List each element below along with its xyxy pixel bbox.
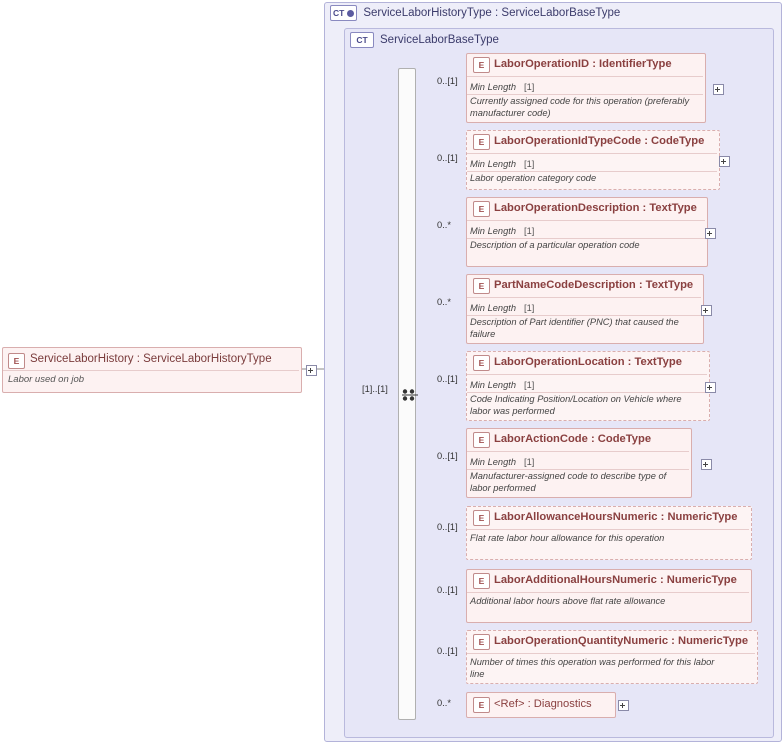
cardinality-label: 0..* (437, 297, 451, 307)
element-icon: E (8, 353, 25, 369)
divider (467, 451, 689, 452)
element-title: LaborOperationLocation : TextType (494, 356, 682, 368)
cardinality-label: 0..[1] (437, 585, 458, 595)
facet-min-length: Min Length [1] (470, 226, 535, 236)
expand-icon[interactable] (713, 84, 724, 95)
cardinality-label: 0..[1] (437, 451, 458, 461)
divider (467, 220, 705, 221)
cardinality-label: 0..* (437, 220, 451, 230)
element-title: LaborAdditionalHoursNumeric : NumericType (494, 574, 737, 586)
divider (467, 315, 701, 316)
outer-container-header (330, 5, 620, 21)
element-icon: E (473, 634, 490, 650)
element-description: Flat rate labor hour allowance for this operation (470, 533, 665, 543)
element-icon: E (473, 278, 490, 294)
facet-min-length: Min Length [1] (470, 380, 535, 390)
root-element-description: Labor used on job (8, 374, 85, 385)
expand-icon[interactable] (705, 228, 716, 239)
divider (467, 392, 707, 393)
divider (467, 469, 689, 470)
sequence-cardinality: [1]..[1] (362, 384, 388, 394)
element-icon: E (473, 57, 490, 73)
cardinality-label: 0..[1] (437, 76, 458, 86)
sequence-node-icon (400, 388, 420, 402)
facet-min-length: Min Length [1] (470, 159, 535, 169)
element-description: Number of times this operation was performed for this labor line (470, 657, 715, 679)
facet-min-length: Min Length [1] (470, 457, 535, 467)
cardinality-label: 0..[1] (437, 646, 458, 656)
element-description: Labor operation category code (470, 173, 597, 183)
element-title: LaborOperationQuantityNumeric : NumericType (494, 635, 749, 647)
element-icon: E (473, 573, 490, 589)
element-title: LaborAllowanceHoursNumeric : NumericType (494, 511, 738, 523)
element-description: Currently assigned code for this operation (preferably manufacturer code) (470, 96, 690, 118)
element-icon: E (473, 697, 490, 713)
element-icon: E (473, 355, 490, 371)
element-icon: E (473, 510, 490, 526)
divider (467, 529, 749, 530)
element-title: <Ref> : Diagnostics (494, 698, 592, 710)
expand-icon[interactable] (705, 382, 716, 393)
expand-icon[interactable] (701, 459, 712, 470)
divider (467, 592, 749, 593)
divider (467, 153, 717, 154)
complex-type-icon: CT (350, 32, 374, 48)
inner-container-header (350, 32, 499, 48)
element-title: LaborOperationID : IdentifierType (494, 58, 672, 70)
cardinality-label: 0..* (437, 698, 451, 708)
divider (467, 653, 755, 654)
element-icon: E (473, 201, 490, 217)
element-description: Description of a particular operation code (470, 240, 640, 250)
divider (467, 297, 701, 298)
inner-container-label: ServiceLaborBaseType (380, 34, 499, 46)
element-title: PartNameCodeDescription : TextType (494, 279, 694, 291)
element-description: Code Indicating Position/Location on Vehicle where labor was performed (470, 394, 682, 416)
element-title: LaborActionCode : CodeType (494, 433, 652, 445)
cardinality-label: 0..[1] (437, 374, 458, 384)
outer-container-label: ServiceLaborHistoryType : ServiceLaborBaseType (363, 7, 621, 19)
complex-type-icon: CT (330, 5, 357, 21)
element-icon: E (473, 432, 490, 448)
divider (467, 94, 703, 95)
cardinality-label: 0..[1] (437, 153, 458, 163)
divider (3, 370, 299, 371)
expand-root-icon[interactable] (306, 365, 317, 376)
element-title: LaborOperationDescription : TextType (494, 202, 697, 214)
element-title: LaborOperationIdTypeCode : CodeType (494, 135, 705, 147)
divider (467, 171, 717, 172)
expand-icon[interactable] (701, 305, 712, 316)
facet-min-length: Min Length [1] (470, 303, 535, 313)
divider (467, 238, 705, 239)
facet-min-length: Min Length [1] (470, 82, 535, 92)
element-description: Manufacturer-assigned code to describe type of labor performed (470, 471, 667, 493)
expand-icon[interactable] (618, 700, 629, 711)
cardinality-label: 0..[1] (437, 522, 458, 532)
divider (467, 374, 707, 375)
divider (467, 76, 703, 77)
root-element-title: ServiceLaborHistory : ServiceLaborHistoryType (30, 353, 272, 365)
element-icon: E (473, 134, 490, 150)
element-description: Description of Part identifier (PNC) that caused the failure (470, 317, 679, 339)
element-description: Additional labor hours above flat rate allowance (470, 596, 666, 606)
expand-icon[interactable] (719, 156, 730, 167)
